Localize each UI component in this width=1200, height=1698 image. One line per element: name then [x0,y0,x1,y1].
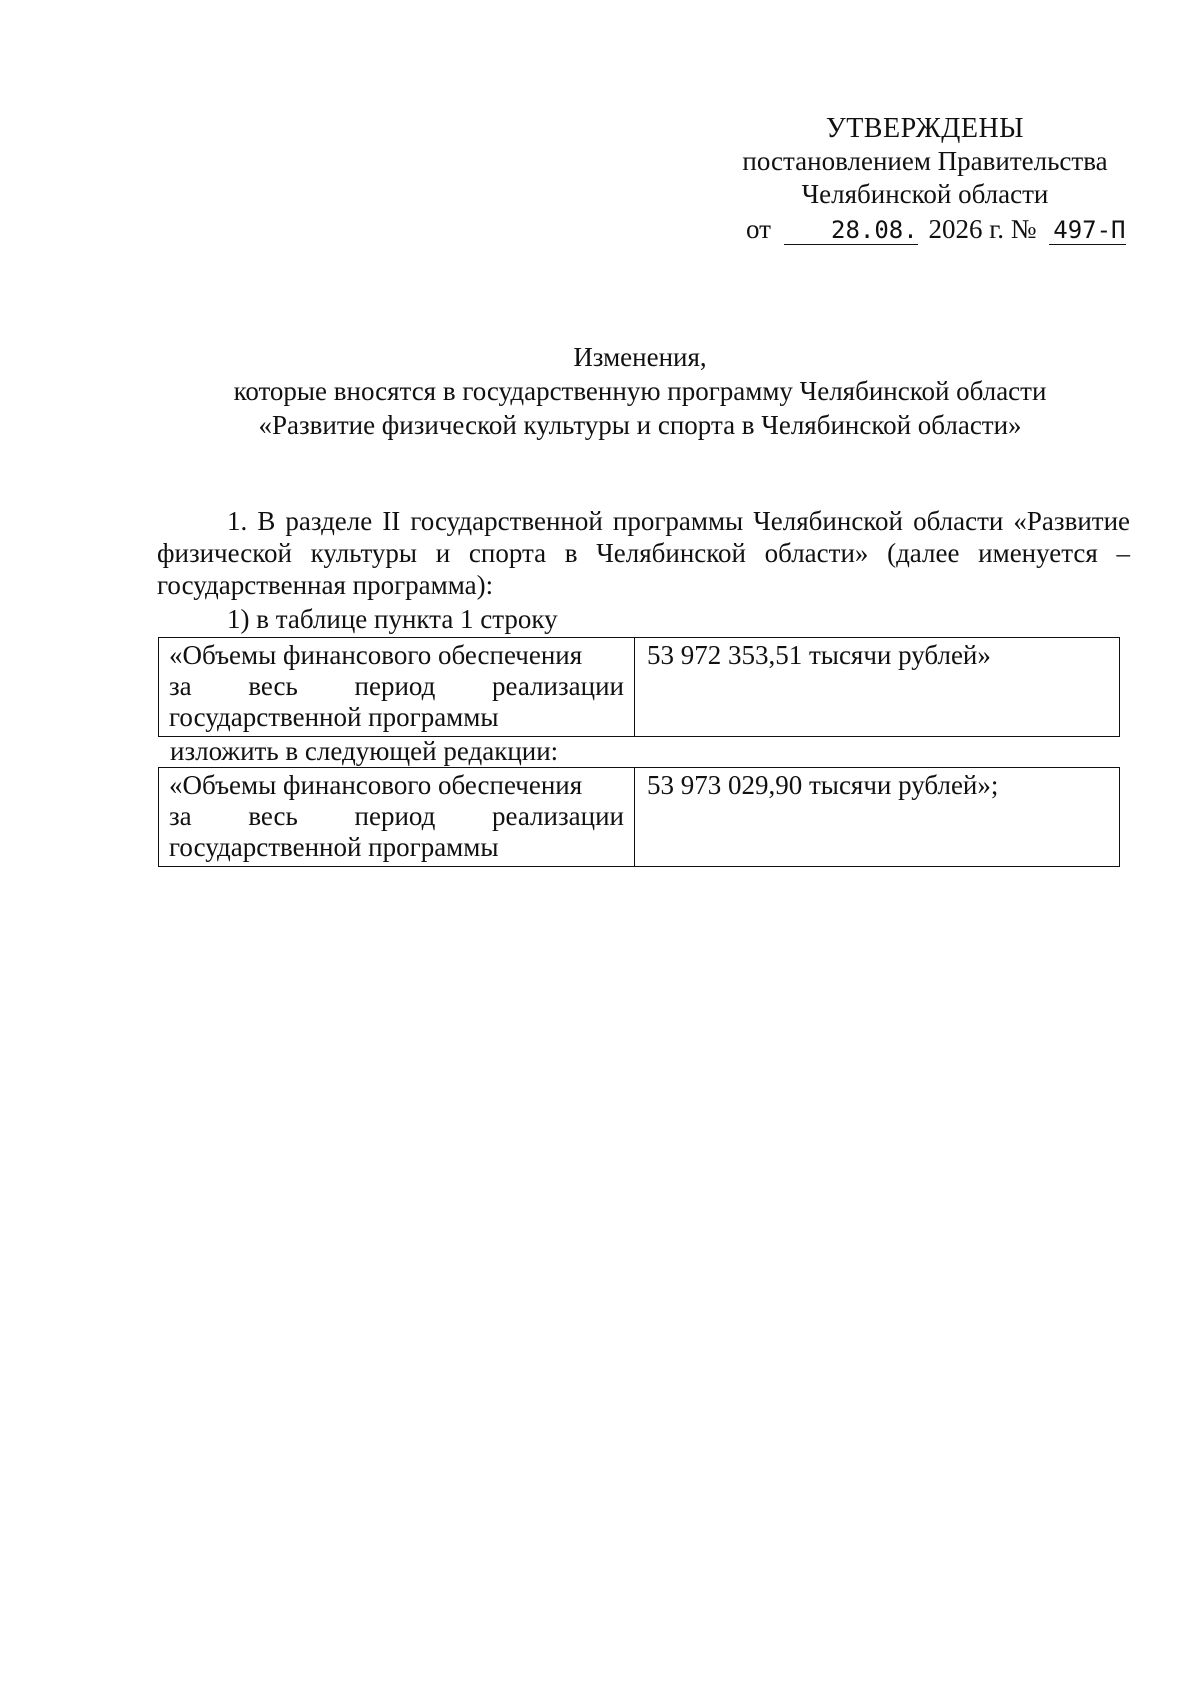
table-old-left-line-3: государственной программы [169,702,499,732]
title-line-2: «Развитие физической культуры и спорта в Челябинской области» [258,410,1022,440]
table-new-left-line-1: «Объемы финансового обеспечения [169,770,583,800]
table-row [159,768,1120,867]
table-old-amount: 53 972 353,51 тысячи рублей» [635,638,1120,737]
table-new-left-line-3: государственной программы [169,832,499,862]
document-title [150,340,1130,442]
table-new-amount: 53 973 029,90 тысячи рублей»; [635,768,1120,867]
approval-date-line [700,213,1150,246]
word: период [354,801,436,831]
word: реализации [492,671,624,701]
approval-number: 497-П [1049,216,1125,245]
word: реализации [492,801,624,831]
approval-line-region: Челябинской области [801,179,1049,209]
table-old-left-line-2 [169,671,624,702]
approval-year: 2026 г. № [928,214,1037,244]
approval-line-resolution: постановлением Правительства [742,146,1108,176]
table-old-row [158,637,1120,737]
title-line-1: которые вносятся в государственную программу Челябинской области [233,376,1047,406]
word: за [169,671,192,701]
approval-stamp-block [700,112,1150,246]
word: весь [248,671,298,701]
table-old-left-cell [159,638,635,737]
table-new-left-line-2 [169,801,624,832]
table-row [159,638,1120,737]
approved-heading: УТВЕРЖДЕНЫ [825,113,1025,144]
approval-date: 28.08. [784,216,918,245]
sub-item-1: 1) в таблице пункта 1 строку [227,604,558,634]
title-heading: Изменения, [573,342,707,372]
table-new-row [158,767,1120,867]
table-old-left-line-1: «Объемы финансового обеспечения [169,640,583,670]
from-label: от [746,214,771,244]
paragraph-1: 1. В разделе II государственной программы Челябинской области «Развитие физической культуры и спорта в Челябинской области» (далее именуется – государственная программа): [157,506,1130,600]
word: за [169,801,192,831]
replace-instruction: изложить в следующей редакции: [170,736,559,766]
word: период [354,671,436,701]
word: весь [248,801,298,831]
table-new-left-cell [159,768,635,867]
